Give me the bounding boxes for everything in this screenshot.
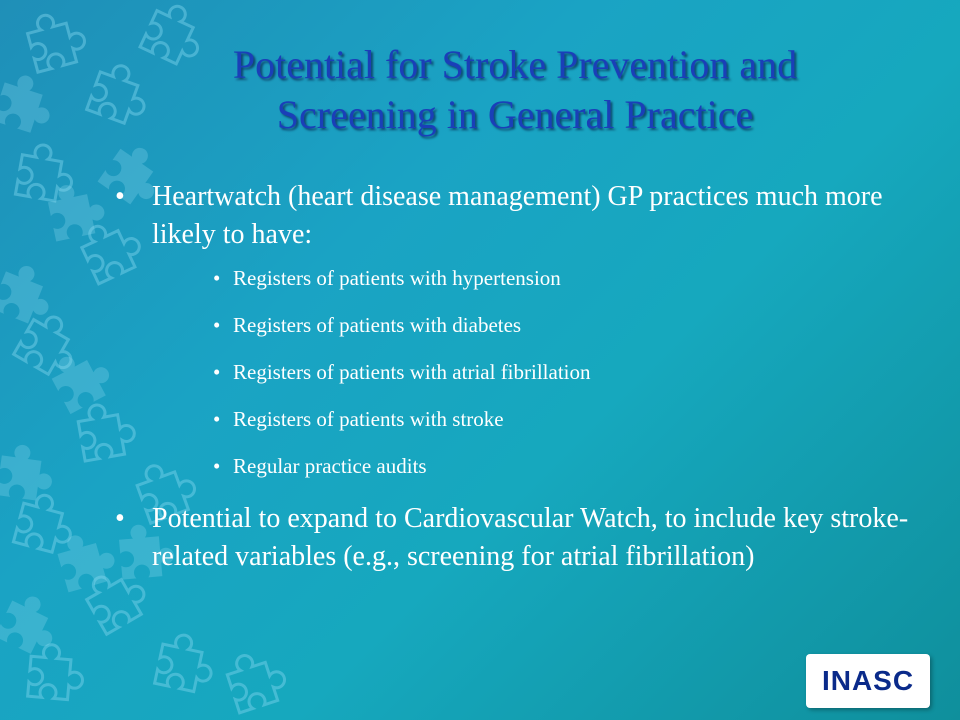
- bullet-icon: •: [115, 181, 125, 212]
- inasc-logo-badge: INASC: [806, 654, 930, 708]
- sub-bullet-text: Registers of patients with diabetes: [233, 313, 522, 337]
- bullet-icon: •: [213, 266, 221, 290]
- bullet-text: Potential to expand to Cardiovascular Watch, to include key stroke-related variables (e.g., screening for atrial fibrillation): [152, 503, 909, 572]
- sub-bullet-text: Regular practice audits: [233, 454, 427, 478]
- bullet-text: Heartwatch (heart disease management) GP practices much more likely to have:: [152, 181, 883, 250]
- sub-bullet-item: [115, 405, 945, 433]
- sub-bullet-text: Registers of patients with atrial fibrillation: [233, 360, 591, 384]
- bullet-icon: •: [213, 360, 221, 384]
- sub-bullet-text: Registers of patients with hypertension: [233, 266, 561, 290]
- sub-bullet-item: [115, 311, 945, 339]
- bullet-icon: •: [213, 454, 221, 478]
- slide-title: [100, 40, 930, 140]
- sub-bullet-item: [115, 264, 945, 292]
- bullet-item: [115, 500, 945, 576]
- title-line: Screening in General Practice: [276, 92, 754, 137]
- bullet-item: [115, 178, 945, 254]
- sub-bullet-item: [115, 452, 945, 480]
- sub-bullet-text: Registers of patients with stroke: [233, 407, 504, 431]
- bullet-icon: •: [115, 503, 125, 534]
- bullet-list: [115, 178, 945, 576]
- bullet-icon: •: [213, 313, 221, 337]
- title-line: Potential for Stroke Prevention and: [232, 42, 798, 87]
- bullet-icon: •: [213, 407, 221, 431]
- sub-bullet-item: [115, 358, 945, 386]
